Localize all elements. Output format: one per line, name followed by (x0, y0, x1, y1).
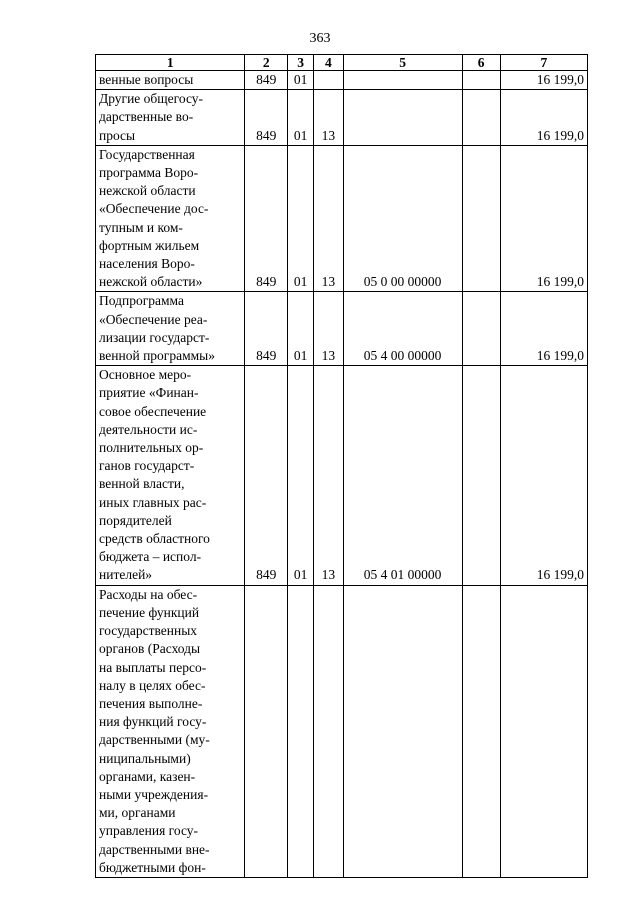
row-subsection-code (314, 585, 343, 877)
row-expense-type (462, 145, 500, 292)
row-target-code: 05 4 00 00000 (343, 292, 462, 366)
row-admin-code: 849 (245, 292, 288, 366)
table-row (96, 585, 588, 877)
row-expense-type (462, 90, 500, 146)
budget-table (95, 54, 588, 878)
table-row (96, 90, 588, 146)
row-target-code: 05 4 01 00000 (343, 366, 462, 585)
row-name: Государственная программа Воро- нежской области «Обеспечение дос- тупным и ком- фортным жильем населения Воро- нежской области» (96, 145, 245, 292)
row-expense-type (462, 585, 500, 877)
header-col-2: 2 (245, 55, 288, 71)
row-subsection-code: 13 (314, 145, 343, 292)
header-col-4: 4 (314, 55, 343, 71)
row-section-code: 01 (287, 90, 313, 146)
table-row (96, 71, 588, 90)
header-col-1: 1 (96, 55, 245, 71)
row-expense-type (462, 71, 500, 90)
row-name: Подпрограмма «Обеспечение реа- лизации государст- венной программы» (96, 292, 245, 366)
row-target-code (343, 585, 462, 877)
row-subsection-code: 13 (314, 292, 343, 366)
row-name: Другие общегосу- дарственные во- просы (96, 90, 245, 146)
row-expense-type (462, 292, 500, 366)
row-subsection-code: 13 (314, 90, 343, 146)
table-row (96, 145, 588, 292)
row-amount: 16 199,0 (500, 145, 587, 292)
row-amount (500, 585, 587, 877)
row-target-code (343, 90, 462, 146)
row-section-code: 01 (287, 292, 313, 366)
row-name: Основное меро- приятие «Финан- совое обеспечение деятельности ис- полнительных ор- ганов государст- венной власти, иных главных рас- порядителей средств областного бюджета – испол- нителей» (96, 366, 245, 585)
row-name: венные вопросы (96, 71, 245, 90)
row-section-code: 01 (287, 366, 313, 585)
row-amount: 16 199,0 (500, 292, 587, 366)
row-admin-code: 849 (245, 366, 288, 585)
table-row (96, 292, 588, 366)
row-target-code: 05 0 00 00000 (343, 145, 462, 292)
row-admin-code: 849 (245, 90, 288, 146)
header-col-7: 7 (500, 55, 587, 71)
table-row (96, 366, 588, 585)
row-amount: 16 199,0 (500, 90, 587, 146)
row-amount: 16 199,0 (500, 366, 587, 585)
header-col-3: 3 (287, 55, 313, 71)
page-number: 363 (309, 31, 331, 46)
row-admin-code: 849 (245, 71, 288, 90)
row-name: Расходы на обес- печение функций государственных органов (Расходы на выплаты персо- налу в целях обес- печения выполне- ния функций госу- дарственными (му- ниципальными) органами, казен- ными учреждения- ми, органами управления госу- дарственными вне- бюджетными фон- (96, 585, 245, 877)
row-subsection-code: 13 (314, 366, 343, 585)
row-expense-type (462, 366, 500, 585)
header-col-6: 6 (462, 55, 500, 71)
row-amount: 16 199,0 (500, 71, 587, 90)
row-target-code (343, 71, 462, 90)
row-subsection-code (314, 71, 343, 90)
row-admin-code: 849 (245, 145, 288, 292)
row-section-code: 01 (287, 71, 313, 90)
row-section-code: 01 (287, 145, 313, 292)
row-section-code (287, 585, 313, 877)
header-row (96, 55, 588, 71)
row-admin-code (245, 585, 288, 877)
header-col-5: 5 (343, 55, 462, 71)
